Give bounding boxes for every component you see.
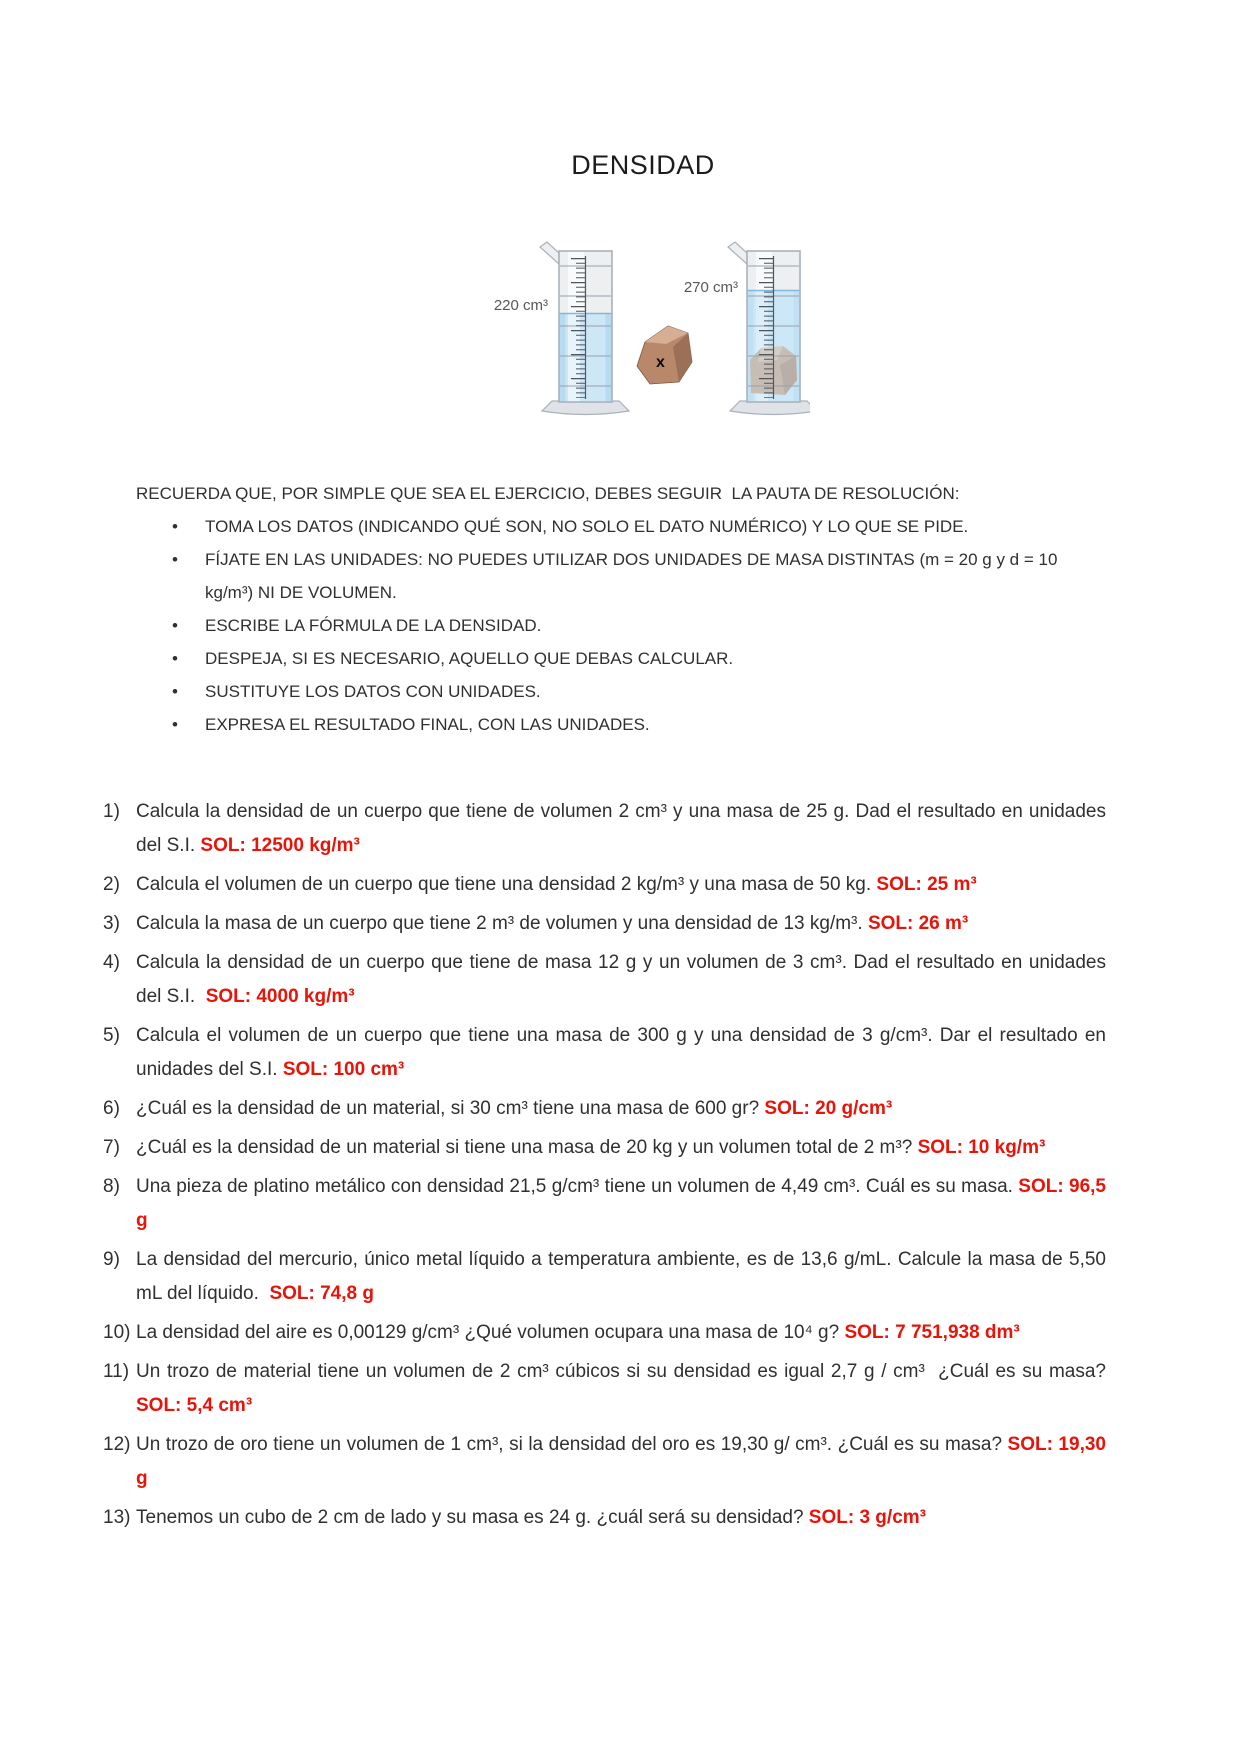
instruction-item	[172, 708, 1106, 741]
rock-sample	[637, 326, 692, 384]
problem-item	[103, 1243, 1112, 1311]
problem-text	[136, 907, 1106, 941]
problem-number: 11)	[103, 1361, 130, 1382]
solution-text: SOL: 96,5 g	[136, 1176, 1112, 1231]
instruction-item	[172, 642, 1106, 675]
solution-text: SOL: 20 g/cm³	[764, 1098, 893, 1119]
bullet-icon: •	[172, 550, 178, 569]
problem-number: 4)	[103, 952, 120, 973]
problem-text	[136, 1501, 1106, 1535]
problem-statement: Tenemos un cubo de 2 cm de lado y su masa es 24 g. ¿cuál será su densidad?	[136, 1507, 809, 1528]
solution-text: SOL: 4000 kg/m³	[205, 986, 355, 1007]
problem-number: 2)	[103, 874, 120, 895]
problem-text	[136, 946, 1112, 1014]
rock-x-mark: x	[656, 354, 665, 371]
problem-item	[103, 1355, 1117, 1423]
instruction-text: DESPEJA, SI ES NECESARIO, AQUELLO QUE DEBAS CALCULAR.	[205, 649, 734, 668]
density-figure	[480, 220, 810, 420]
solution-text: SOL: 26 m³	[867, 913, 969, 934]
solution-text: SOL: 19,30 g	[136, 1434, 1112, 1489]
instruction-text: TOMA LOS DATOS (INDICANDO QUÉ SON, NO SOLO EL DATO NUMÉRICO) Y LO QUE SE PIDE.	[205, 517, 969, 536]
problem-statement: Calcula la densidad de un cuerpo que tiene de volumen 2 cm³ y una masa de 25 g. Dad el resultado en unidades del S.I.	[136, 801, 1112, 856]
volume-label-left: 220 cm³	[493, 297, 548, 314]
problem-statement: ¿Cuál es la densidad de un material si tiene una masa de 20 kg y un volumen total de 2 m³?	[136, 1137, 918, 1158]
instruction-text: EXPRESA EL RESULTADO FINAL, CON LAS UNIDADES.	[205, 715, 650, 734]
bullet-icon: •	[172, 616, 178, 635]
problem-number: 10)	[103, 1322, 131, 1343]
problem-text	[136, 1019, 1112, 1087]
problem-number: 8)	[103, 1176, 120, 1197]
problem-item	[103, 1316, 1106, 1350]
instruction-item	[172, 510, 1106, 543]
problem-item	[103, 1092, 1106, 1126]
problem-text	[136, 1428, 1112, 1496]
solution-text: SOL: 7 751,938 dm³	[844, 1322, 1020, 1343]
volume-label-right: 270 cm³	[683, 279, 738, 296]
problem-text	[136, 1170, 1112, 1238]
problem-item	[103, 907, 1106, 941]
problem-item	[103, 1170, 1112, 1238]
problem-text	[136, 1243, 1112, 1311]
problem-statement: Calcula el volumen de un cuerpo que tiene una densidad 2 kg/m³ y una masa de 50 kg.	[136, 874, 877, 895]
problem-statement: Un trozo de material tiene un volumen de 2 cm³ cúbicos si su densidad es igual 2,7 g / cm³ ¿Cuál es su masa?	[136, 1361, 1117, 1382]
problem-number: 3)	[103, 913, 120, 934]
bullet-icon: •	[172, 715, 178, 734]
cylinder-right	[728, 242, 810, 415]
problem-item	[103, 1131, 1106, 1165]
problem-item	[103, 868, 1106, 902]
problem-item	[103, 795, 1112, 863]
instruction-text: ESCRIBE LA FÓRMULA DE LA DENSIDAD.	[205, 616, 542, 635]
bullet-icon: •	[172, 649, 178, 668]
instruction-item	[172, 609, 1106, 642]
solution-text: SOL: 12500 kg/m³	[200, 835, 360, 856]
problem-list	[103, 795, 1117, 1535]
problem-number: 6)	[103, 1098, 120, 1119]
graduated-cylinders-illustration	[480, 220, 810, 420]
page-title: DENSIDAD	[571, 150, 715, 180]
problem-number: 9)	[103, 1249, 120, 1270]
solution-text: SOL: 10 kg/m³	[917, 1137, 1046, 1158]
problem-text	[136, 1355, 1117, 1423]
bullet-icon: •	[172, 682, 178, 701]
problem-statement: Calcula la masa de un cuerpo que tiene 2 m³ de volumen y una densidad de 13 kg/m³.	[136, 913, 868, 934]
solution-text: SOL: 100 cm³	[282, 1059, 405, 1080]
intro-paragraph: RECUERDA QUE, POR SIMPLE QUE SEA EL EJERCICIO, DEBES SEGUIR LA PAUTA DE RESOLUCIÓN:	[136, 484, 960, 503]
problem-text	[136, 868, 1106, 902]
solution-text: SOL: 74,8 g	[269, 1283, 374, 1304]
problem-statement: La densidad del mercurio, único metal líquido a temperatura ambiente, es de 13,6 g/mL. Calcule la masa de 5,50 mL del líquido.	[136, 1249, 1112, 1304]
problem-statement: ¿Cuál es la densidad de un material, si 30 cm³ tiene una masa de 600 gr?	[136, 1098, 765, 1119]
worksheet-content	[103, 477, 1117, 1540]
problem-number: 12)	[103, 1434, 131, 1455]
problem-text	[136, 1092, 1106, 1126]
problem-item	[103, 1428, 1112, 1496]
problem-number: 1)	[103, 801, 120, 822]
problem-number: 5)	[103, 1025, 120, 1046]
problem-item	[103, 946, 1112, 1014]
problem-item	[103, 1019, 1112, 1087]
solution-text: SOL: 25 m³	[876, 874, 977, 895]
problem-statement: Calcula la densidad de un cuerpo que tiene de masa 12 g y un volumen de 3 cm³. Dad el resultado en unidades del S.I.	[136, 952, 1112, 1007]
problem-text	[136, 1131, 1106, 1165]
solution-text: SOL: 3 g/cm³	[808, 1507, 926, 1528]
problem-text	[136, 795, 1112, 863]
instruction-item	[172, 675, 1106, 708]
cylinder-left	[540, 242, 629, 415]
problem-statement: Calcula el volumen de un cuerpo que tiene una masa de 300 g y una densidad de 3 g/cm³. Dar el resultado en unidades del S.I.	[136, 1025, 1112, 1080]
instruction-text: FÍJATE EN LAS UNIDADES: NO PUEDES UTILIZAR DOS UNIDADES DE MASA DISTINTAS (m = 20 g y d = 10 kg/m³) NI DE VOLUMEN.	[205, 550, 1063, 602]
problem-number: 13)	[103, 1507, 131, 1528]
problem-item	[103, 1501, 1106, 1535]
instruction-item	[172, 543, 1106, 609]
problem-statement: Una pieza de platino metálico con densidad 21,5 g/cm³ tiene un volumen de 4,49 cm³. Cuál es su masa.	[136, 1176, 1019, 1197]
problem-number: 7)	[103, 1137, 120, 1158]
bullet-icon: •	[172, 517, 178, 536]
problem-statement: Un trozo de oro tiene un volumen de 1 cm³, si la densidad del oro es 19,30 g/ cm³. ¿Cuál es su masa?	[136, 1434, 1008, 1455]
solution-text: SOL: 5,4 cm³	[136, 1395, 253, 1416]
instruction-text: SUSTITUYE LOS DATOS CON UNIDADES.	[205, 682, 541, 701]
problem-text	[136, 1316, 1106, 1350]
problem-statement: La densidad del aire es 0,00129 g/cm³ ¿Qué volumen ocupara una masa de 10⁴ g?	[136, 1322, 845, 1343]
instruction-list	[103, 510, 1106, 741]
